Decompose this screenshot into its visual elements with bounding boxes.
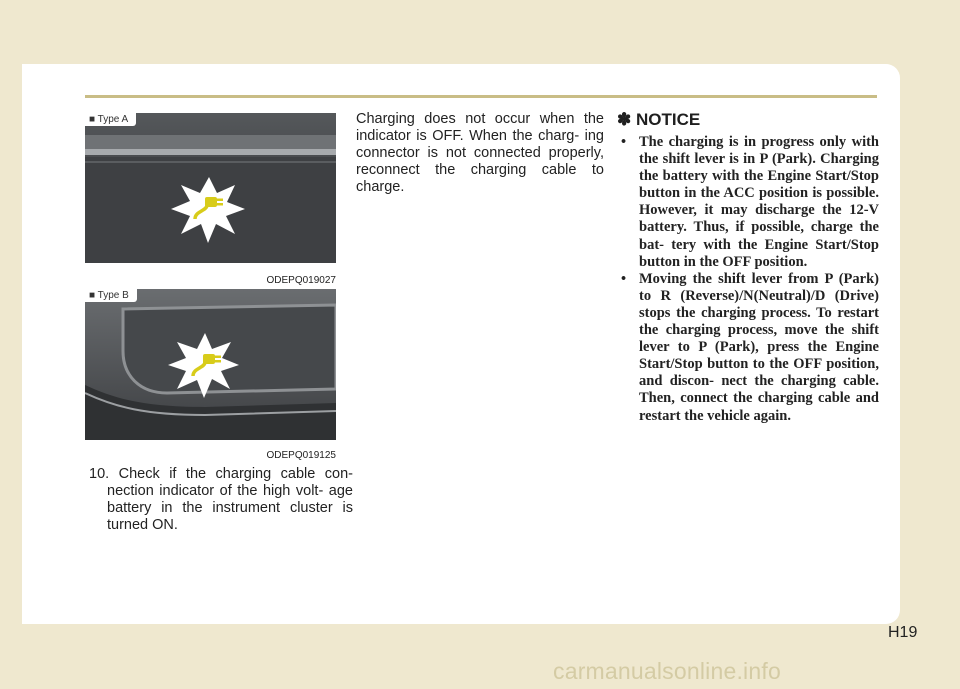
notice-list [621, 134, 879, 425]
step-10-text: 10. Check if the charging cable con- nection indicator of the high volt- age battery in the instrument cluster is turned ON. [89, 466, 353, 533]
figure-code-b: ODEPQ019125 [266, 450, 336, 461]
notice-title: ✽ NOTICE [617, 110, 701, 129]
starburst-glow-a [171, 177, 245, 243]
cluster-illustration-a [85, 113, 336, 263]
figure-code-a: ODEPQ019027 [266, 275, 336, 286]
cluster-illustration-b [85, 289, 336, 440]
figure-label-type-b: ■ Type B [85, 289, 137, 302]
page-number: H19 [888, 624, 918, 641]
charging-note-text: Charging does not occur when the indicator is OFF. When the charg- ing connector is not connected properly, reconnect the charging cable to charge. [356, 111, 604, 195]
header-rule [85, 95, 877, 98]
notice-item: • The charging is in progress only with the shift lever is in P (Park). Charging the battery with the Engine Start/Stop button in the ACC position is possible. However, it may discharge the 12-V battery. Thus, if possible, charge the bat- tery with the Engine Start/Stop button in the OFF position. [621, 134, 879, 271]
watermark-text: carmanualsonline.info [553, 658, 781, 684]
figure-type-b [85, 289, 336, 440]
figure-type-a [85, 113, 336, 263]
figure-label-type-a: ■ Type A [85, 113, 136, 126]
notice-item: • Moving the shift lever from P (Park) to R (Reverse)/N(Neutral)/D (Drive) stops the charging process. To restart the charging process, move the shift lever to P (Park), press the Engine Start/Stop button to the OFF position, and discon- nect the charging cable. Then, connect the charging cable and restart the vehicle again. [621, 271, 879, 425]
